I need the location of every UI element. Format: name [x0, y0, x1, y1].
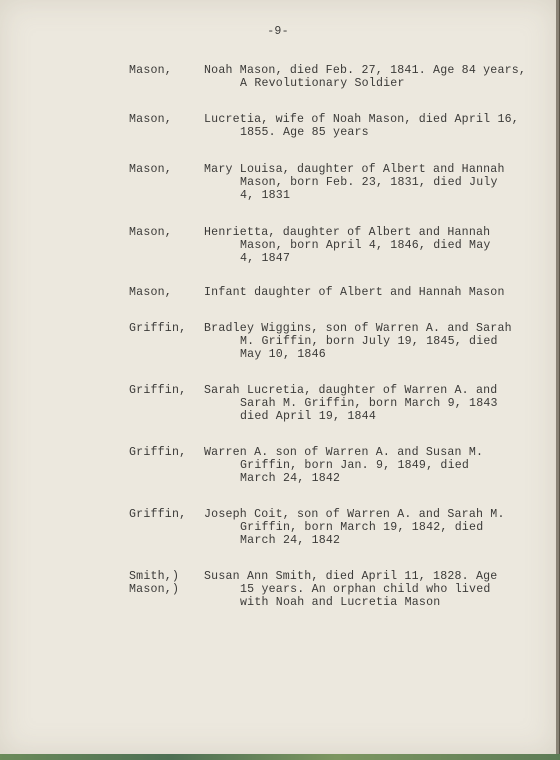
entry-5	[0, 286, 556, 299]
surname-line: Mason,	[129, 163, 172, 176]
entry-4	[0, 226, 556, 265]
entry-3	[0, 163, 556, 202]
surname-line: Mason,	[129, 286, 172, 299]
surname-line: Smith,)	[129, 570, 180, 583]
entry-text-line: Sarah Lucretia, daughter of Warren A. and	[204, 384, 498, 397]
entry-text-line: Griffin, born March 19, 1842, died	[240, 521, 484, 534]
surname	[129, 64, 199, 77]
entry-text-line: A Revolutionary Soldier	[240, 77, 405, 90]
surname	[129, 384, 199, 397]
entry-text-line: 4, 1831	[240, 189, 291, 202]
entry-text-line: Joseph Coit, son of Warren A. and Sarah M.	[204, 508, 505, 521]
surname	[129, 570, 199, 596]
surname-line: Mason,	[129, 64, 172, 77]
entry-9	[0, 508, 556, 547]
entry-7	[0, 384, 556, 423]
surname-line: Griffin,	[129, 508, 187, 521]
entry-text-line: Mason, born Feb. 23, 1831, died July	[240, 176, 498, 189]
surname-line: Griffin,	[129, 446, 187, 459]
entry-text-line: Griffin, born Jan. 9, 1849, died	[240, 459, 470, 472]
entry-text-line: Bradley Wiggins, son of Warren A. and Sarah	[204, 322, 512, 335]
entry-text-line: Lucretia, wife of Noah Mason, died April 16,	[204, 113, 519, 126]
entry-text-line: May 10, 1846	[240, 348, 326, 361]
entry-2	[0, 113, 556, 139]
entry-text-line: Henrietta, daughter of Albert and Hannah	[204, 226, 491, 239]
entry-text-line: 1855. Age 85 years	[240, 126, 369, 139]
surname-line: Mason,	[129, 226, 172, 239]
surname	[129, 446, 199, 459]
entry-text-line: Sarah M. Griffin, born March 9, 1843	[240, 397, 498, 410]
surname	[129, 286, 199, 299]
binding-edge	[0, 754, 560, 760]
entry-text-line: Susan Ann Smith, died April 11, 1828. Age	[204, 570, 498, 583]
surname-line: Griffin,	[129, 384, 187, 397]
entry-1	[0, 64, 556, 90]
entry-text-line: Mason, born April 4, 1846, died May	[240, 239, 491, 252]
entry-text-line: with Noah and Lucretia Mason	[240, 596, 441, 609]
entry-text-line: M. Griffin, born July 19, 1845, died	[240, 335, 498, 348]
surname	[129, 322, 199, 335]
entry-text-line: 15 years. An orphan child who lived	[240, 583, 491, 596]
entry-text-line: 4, 1847	[240, 252, 291, 265]
surname	[129, 113, 199, 126]
entry-text-line: died April 19, 1844	[240, 410, 376, 423]
entry-text-line: Infant daughter of Albert and Hannah Mason	[204, 286, 505, 299]
surname-line: Mason,	[129, 113, 172, 126]
surname	[129, 508, 199, 521]
entry-text-line: Mary Louisa, daughter of Albert and Hannah	[204, 163, 505, 176]
entry-10	[0, 570, 556, 609]
entry-text-line: Noah Mason, died Feb. 27, 1841. Age 84 years,	[204, 64, 527, 77]
entry-8	[0, 446, 556, 485]
entry-text-line: March 24, 1842	[240, 534, 341, 547]
page-number: -9-	[267, 25, 289, 38]
surname-line: Griffin,	[129, 322, 187, 335]
entry-text-line: Warren A. son of Warren A. and Susan M.	[204, 446, 484, 459]
entry-6	[0, 322, 556, 361]
surname	[129, 226, 199, 239]
surname	[129, 163, 199, 176]
surname-line: Mason,)	[129, 583, 180, 596]
entry-text-line: March 24, 1842	[240, 472, 341, 485]
